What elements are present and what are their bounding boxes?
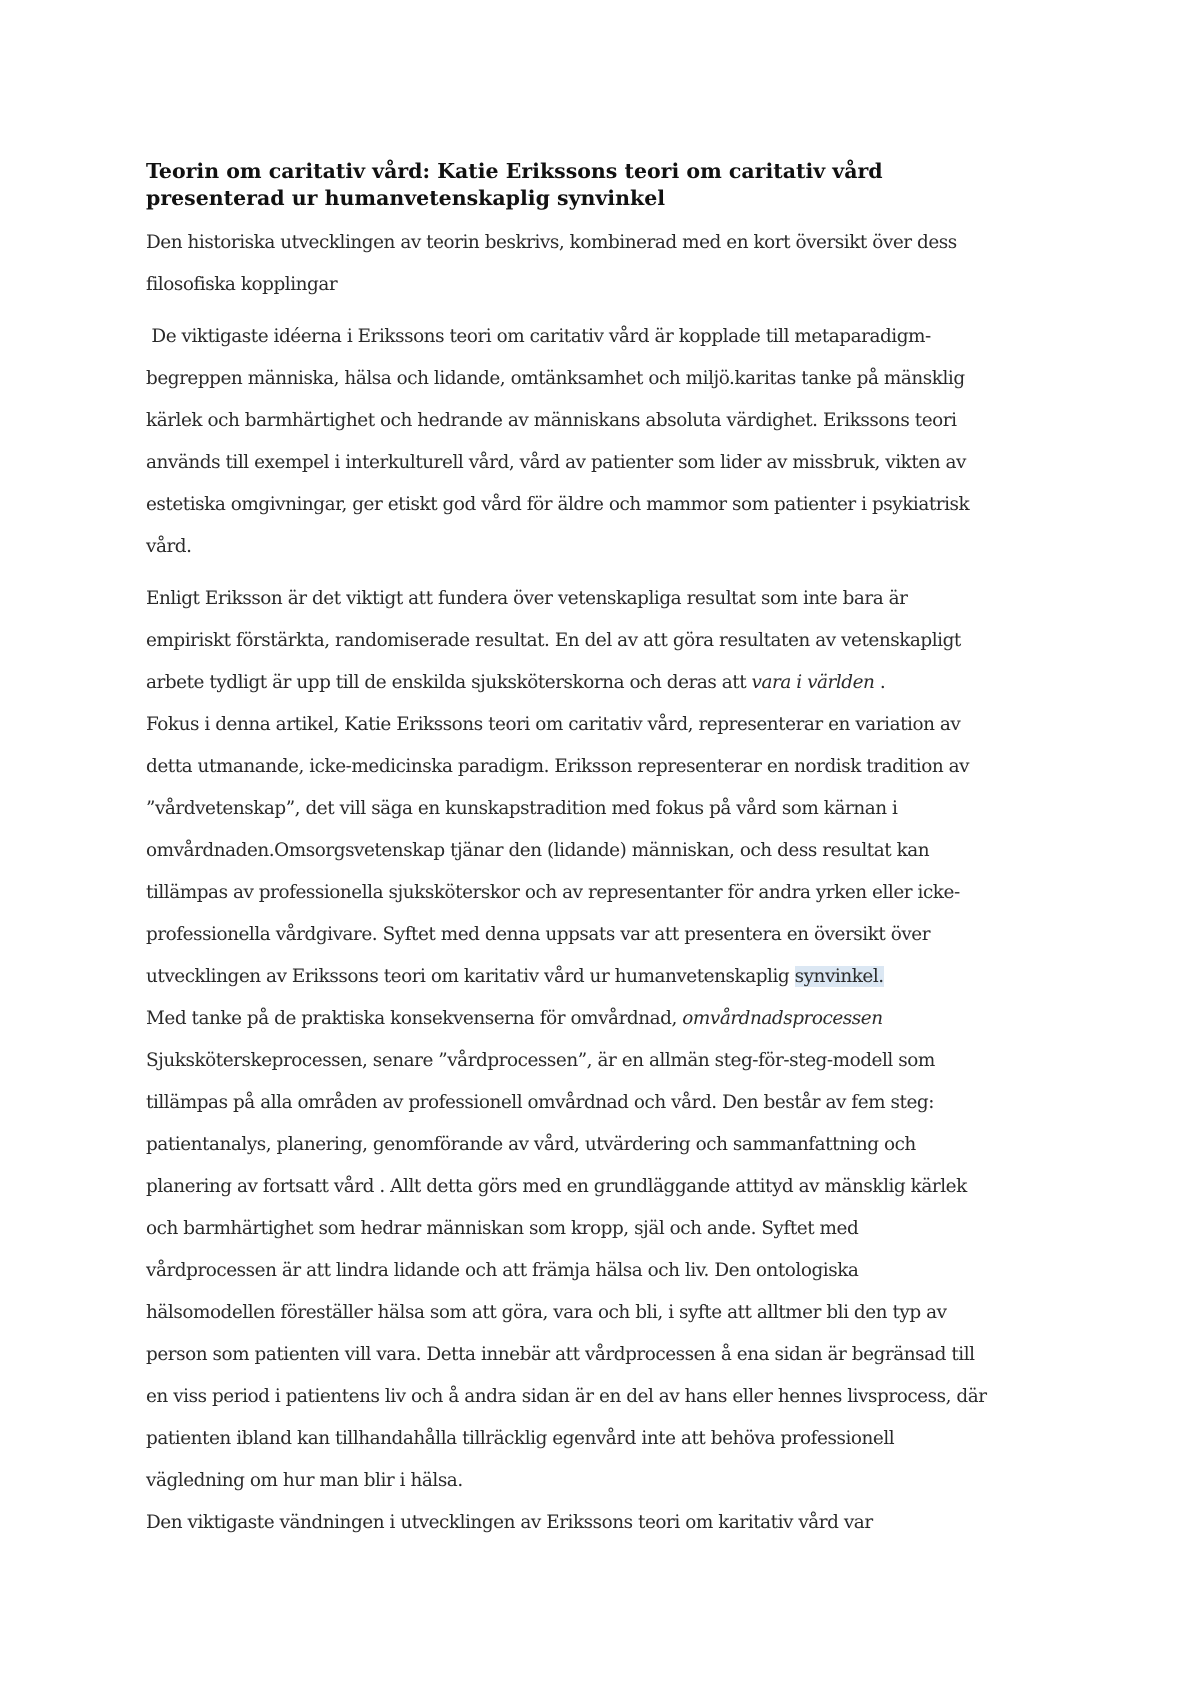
text-line: estetiska omgivningar, ger etiskt god vård för äldre och mammor som patienter i psykiatrisk <box>146 494 970 515</box>
italic-term: omvårdnadsprocessen <box>682 1008 883 1029</box>
document-content <box>146 158 1066 1544</box>
paragraph-main-ideas <box>146 316 1066 568</box>
text-line: Sjuksköterskeprocessen, senare ”vårdprocessen”, är en allmän steg-för-steg-modell som <box>146 1050 935 1071</box>
text-line: tillämpas av professionella sjuksköterskor och av representanter för andra yrken eller icke- <box>146 882 960 903</box>
text-line: en viss period i patientens liv och å andra sidan är en del av hans eller hennes livsprocess, där <box>146 1386 987 1407</box>
text-line: Den viktigaste vändningen i utvecklingen av Erikssons teori om karitativ vård var <box>146 1512 873 1533</box>
title-line: presenterad ur humanvetenskaplig synvinkel <box>146 186 666 210</box>
text-line: detta utmanande, icke-medicinska paradigm. Eriksson representerar en nordisk tradition av <box>146 756 970 777</box>
text-line: planering av fortsatt vård . Allt detta görs med en grundläggande attityd av mänsklig kärlek <box>146 1176 967 1197</box>
text-line: Den historiska utvecklingen av teorin beskrivs, kombinerad med en kort översikt över dess <box>146 232 957 253</box>
text-line: vårdprocessen är att lindra lidande och att främja hälsa och liv. Den ontologiska <box>146 1260 859 1281</box>
text-line: hälsomodellen föreställer hälsa som att göra, vara och bli, i syfte att alltmer bli den typ av <box>146 1302 947 1323</box>
text-line: Enligt Eriksson är det viktigt att fundera över vetenskapliga resultat som inte bara är <box>146 588 908 609</box>
text-line: empiriskt förstärkta, randomiserade resultat. En del av att göra resultaten av vetenskapligt <box>146 630 961 651</box>
title-line: Teorin om caritativ vård: Katie Erikssons teori om caritativ vård <box>146 159 883 183</box>
text-line <box>146 956 1066 998</box>
text-line: ”vårdvetenskap”, det vill säga en kunskapstradition med fokus på vård som kärnan i <box>146 798 898 819</box>
text-line: patienten ibland kan tillhandahålla tillräcklig egenvård inte att behöva professionell <box>146 1428 895 1449</box>
document-title <box>146 158 1066 212</box>
text-line: används till exempel i interkulturell vård, vård av patienter som lider av missbruk, vikten av <box>146 452 966 473</box>
paragraph-care-process <box>146 998 1066 1544</box>
text-line: De viktigaste idéerna i Erikssons teori om caritativ vård är kopplade till metaparadigm- <box>146 326 931 347</box>
intro-paragraph <box>146 222 1066 306</box>
selected-text-highlight[interactable]: synvinkel. <box>794 966 884 987</box>
text-run: arbete tydligt är upp till de enskilda sjuksköterskorna och deras att <box>146 672 752 693</box>
text-line: filosofiska kopplingar <box>146 274 338 295</box>
text-line: omvårdnaden.Omsorgsvetenskap tjänar den (lidande) människan, och dess resultat kan <box>146 840 930 861</box>
text-line: patientanalys, planering, genomförande av vård, utvärdering och sammanfattning och <box>146 1134 916 1155</box>
paragraph-scientific-results <box>146 578 1066 998</box>
text-line: vård. <box>146 536 192 557</box>
text-line: Fokus i denna artikel, Katie Erikssons teori om caritativ vård, representerar en variation av <box>146 714 961 735</box>
text-line: och barmhärtighet som hedrar människan som kropp, själ och ande. Syftet med <box>146 1218 859 1239</box>
text-line <box>146 662 1066 704</box>
text-run: utvecklingen av Erikssons teori om karitativ vård ur humanvetenskaplig <box>146 966 795 987</box>
text-line: begreppen människa, hälsa och lidande, omtänksamhet och miljö.karitas tanke på mänsklig <box>146 368 965 389</box>
text-line: professionella vårdgivare. Syftet med denna uppsats var att presentera en översikt över <box>146 924 931 945</box>
text-line <box>146 998 1066 1040</box>
text-line: vägledning om hur man blir i hälsa. <box>146 1470 463 1491</box>
italic-term: vara i världen <box>751 672 875 693</box>
text-run: . <box>874 672 886 693</box>
text-line: kärlek och barmhärtighet och hedrande av människans absoluta värdighet. Erikssons teori <box>146 410 957 431</box>
text-line: person som patienten vill vara. Detta innebär att vårdprocessen å ena sidan är begränsad till <box>146 1344 975 1365</box>
text-line: tillämpas på alla områden av professionell omvårdnad och vård. Den består av fem steg: <box>146 1092 934 1113</box>
text-run: Med tanke på de praktiska konsekvenserna för omvårdnad, <box>146 1008 683 1029</box>
